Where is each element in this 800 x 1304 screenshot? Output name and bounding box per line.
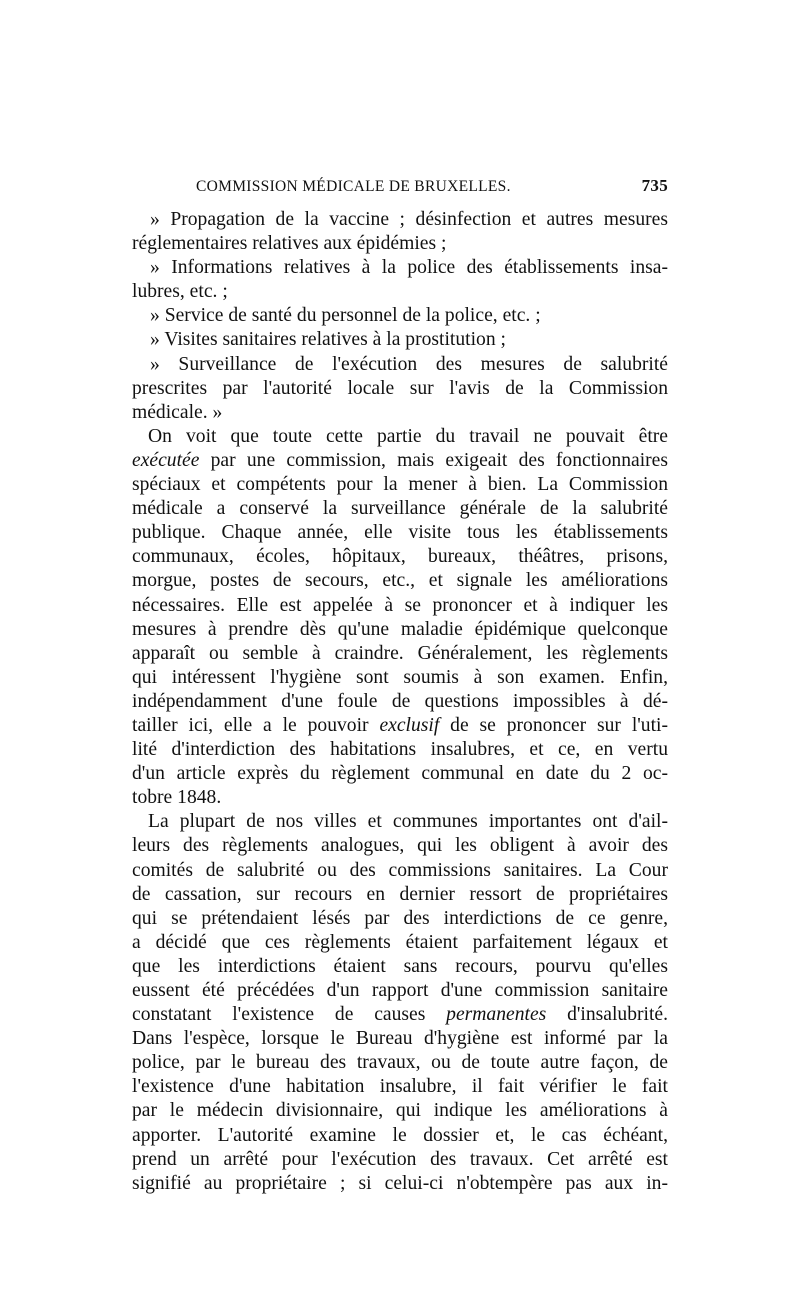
- body-text: [132, 208, 668, 1196]
- text-line: » Visites sanitaires relatives à la prostitution ;: [150, 329, 506, 351]
- text-line: médicale. »: [132, 401, 223, 423]
- text-line: de cassation, sur recours en dernier ressort de propriétaires: [132, 883, 668, 905]
- text-line: apparaît ou semble à craindre. Généralement, les règlements: [132, 642, 668, 664]
- text-line: tobre 1848.: [132, 787, 222, 809]
- text-line: publique. Chaque année, elle visite tous les établissements: [132, 522, 668, 544]
- text-line: que les interdictions étaient sans recours, pourvu qu'elles: [132, 955, 668, 977]
- text-line: apporter. L'autorité examine le dossier et, le cas échéant,: [132, 1124, 668, 1146]
- text-line: réglementaires relatives aux épidémies ;: [132, 233, 447, 255]
- text-line: lité d'interdiction des habitations insalubres, et ce, en vertu: [132, 739, 668, 761]
- text-line: » Propagation de la vaccine ; désinfection et autres mesures: [150, 209, 668, 230]
- text-line: mesures à prendre dès qu'une maladie épidémique quelconque: [132, 618, 668, 640]
- text-line: police, par le bureau des travaux, ou de toute autre façon, de: [132, 1052, 668, 1074]
- text-line: lubres, etc. ;: [132, 281, 228, 303]
- text-line: d'un article exprès du règlement communal en date du 2 oc-: [132, 763, 668, 785]
- text-segment: tailler ici, elle a le pouvoir: [132, 714, 380, 736]
- text-line: communaux, écoles, hôpitaux, bureaux, théâtres, prisons,: [132, 546, 668, 568]
- italic-emphasis: permanentes: [446, 1004, 547, 1026]
- text-line: [132, 1003, 668, 1027]
- italic-emphasis: exclusif: [379, 714, 440, 736]
- text-line: eussent été précédées d'un rapport d'une commission sanitaire: [132, 980, 668, 1001]
- text-line: » Informations relatives à la police des établissements insa-: [150, 257, 668, 279]
- text-segment: par une commission, mais exigeait des fonctionnaires: [199, 449, 668, 471]
- text-line: par le médecin divisionnaire, qui indique les améliorations à: [132, 1100, 668, 1122]
- text-line: leurs des règlements analogues, qui les obligent à avoir des: [132, 835, 668, 857]
- text-segment: constatant l'existence de causes: [132, 1004, 447, 1026]
- text-line: » Surveillance de l'exécution des mesures de salubrité: [150, 353, 668, 375]
- text-line: Dans l'espèce, lorsque le Bureau d'hygiène est informé par la: [132, 1028, 668, 1050]
- text-line: prescrites par l'autorité locale sur l'avis de la Commission: [132, 377, 668, 399]
- text-line: prend un arrêté pour l'exécution des travaux. Cet arrêté est: [132, 1148, 668, 1170]
- text-line: a décidé que ces règlements étaient parfaitement légaux et: [132, 931, 668, 953]
- text-line: morgue, postes de secours, etc., et signale les améliorations: [132, 570, 668, 592]
- text-line: La plupart de nos villes et communes importantes ont d'ail-: [148, 811, 668, 833]
- text-line: qui se prétendaient lésés par des interdictions de ce genre,: [132, 907, 668, 929]
- text-line: signifié au propriétaire ; si celui-ci n'obtempère pas aux in-: [132, 1172, 668, 1194]
- page-number: 735: [641, 176, 668, 195]
- text-line: indépendamment d'une foule de questions impossibles à dé-: [132, 690, 668, 712]
- running-title: COMMISSION MÉDICALE DE BRUXELLES.: [196, 178, 511, 195]
- text-line: [132, 449, 668, 473]
- text-line: comités de salubrité ou des commissions sanitaires. La Cour: [132, 859, 668, 881]
- running-head: [132, 174, 668, 198]
- text-line: [132, 714, 668, 738]
- text-line: nécessaires. Elle est appelée à se prononcer et à indiquer les: [132, 594, 668, 616]
- text-line: » Service de santé du personnel de la police, etc. ;: [150, 305, 541, 327]
- text-line: l'existence d'une habitation insalubre, il fait vérifier le fait: [132, 1076, 668, 1098]
- text-segment: de se prononcer sur l'uti-: [439, 714, 668, 736]
- text-line: spéciaux et compétents pour la mener à bien. La Commission: [132, 474, 668, 496]
- text-line: médicale a conservé la surveillance générale de la salubrité: [132, 498, 668, 520]
- text-segment: d'insalubrité.: [546, 1004, 668, 1026]
- text-line: qui intéressent l'hygiène sont soumis à son examen. Enfin,: [132, 666, 668, 688]
- italic-emphasis: exécutée: [132, 449, 200, 471]
- text-line: On voit que toute cette partie du travail ne pouvait être: [148, 425, 668, 447]
